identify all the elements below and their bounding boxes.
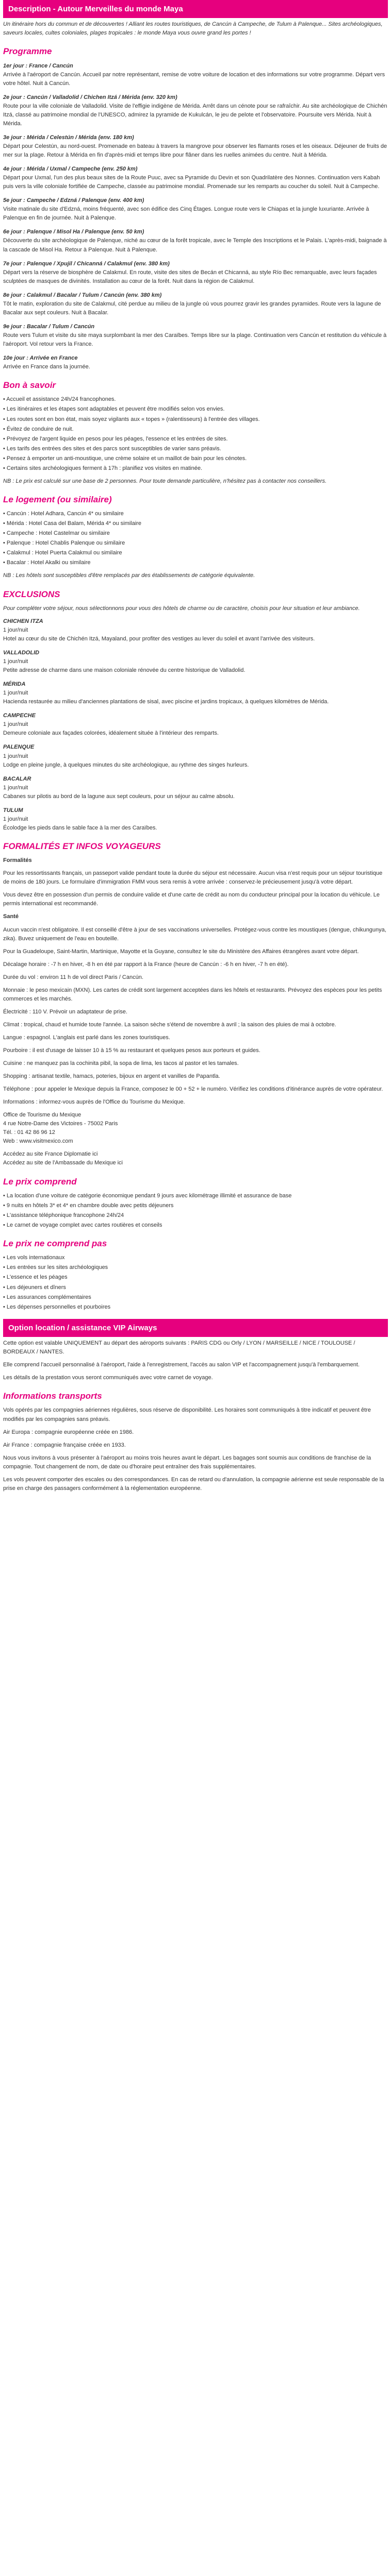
list-item: • Campeche : Hotel Castelmar ou similaire	[3, 530, 110, 537]
day-item	[3, 93, 388, 128]
hotel-text: Hotel au cœur du site de Chichén Itzá, Mayaland, pour profiter des vestiges au lever du soleil et avant l'arrivée des visiteurs.	[3, 636, 315, 642]
prix-ne-comprend-pas-title: Le prix ne comprend pas	[3, 1239, 107, 1249]
formalites-subhead: Formalités	[3, 857, 32, 864]
formalites-paragraph: Climat : tropical, chaud et humide toute l'année. La saison sèche s'étend de novembre à avril ; la saison des pluies de mai à octobre.	[3, 1021, 336, 1028]
day-item	[3, 260, 388, 286]
list-item: • Cancún : Hotel Adhara, Cancún 4* ou similaire	[3, 511, 124, 517]
day-item	[3, 165, 388, 191]
list-item: • Prévoyez de l'argent liquide en pesos pour les péages, l'essence et les entrées de sites.	[3, 435, 228, 442]
contact-line: 4 rue Notre-Dame des Victoires - 75002 Paris	[3, 1121, 118, 1127]
contact-line: Office de Tourisme du Mexique	[3, 1112, 82, 1118]
exclusions-intro: Pour compléter votre séjour, nous sélectionnons pour vous des hôtels de charme ou de caractère, choisis pour leur situation et leur ambiance.	[3, 605, 360, 612]
day-head: 8e jour : Calakmul / Bacalar / Tulum / Cancún (env. 380 km)	[3, 292, 162, 298]
formalites-subhead: Santé	[3, 913, 19, 920]
formalites-paragraph: Décalage horaire : -7 h en hiver, -8 h en été par rapport à la France (heure de Cancún : -6 h en hiver, -7 h en été).	[3, 961, 289, 968]
bon-savoir-title: Bon à savoir	[3, 380, 56, 391]
formalites-paragraph: Shopping : artisanat textile, hamacs, poteries, bijoux en argent et vanilles de Papantla.	[3, 1073, 220, 1080]
bon-savoir-list	[3, 395, 388, 472]
hotel-name: CHICHEN ITZA	[3, 618, 43, 624]
logement-list	[3, 510, 388, 567]
prix-ne-comprend-pas-list	[3, 1253, 388, 1311]
transports-paragraph: Vols opérés par les compagnies aériennes régulières, sous réserve de disponibilité. Les horaires sont communiqués à titre indicatif et peuvent être modifiés par les compagnies sans préavis.	[3, 1407, 371, 1422]
day-text: Départ pour Uxmal, l'un des plus beaux sites de la Route Puuc, avec sa Pyramide du Devin et son Quadrilatère des Nonnes. Continuation vers Kabah puis vers la ville coloniale fortifiée de Campeche, classée au patrimoine mondial. Promenade sur les remparts au coucher du soleil. Nuit à Campeche.	[3, 175, 380, 190]
hotel-dates: 1 jour/nuit	[3, 626, 28, 633]
bon-savoir-note: NB : Le prix est calculé sur une base de 2 personnes. Pour toute demande particulière, n'hésitez pas à contacter nos conseillers.	[3, 478, 327, 484]
prix-comprend-title: Le prix comprend	[3, 1176, 77, 1187]
embassy-link[interactable]: Accédez au site de l'Ambassade du Mexique ici	[3, 1160, 123, 1166]
formalites-paragraph: Durée du vol : environ 11 h de vol direct Paris / Cancún.	[3, 974, 143, 980]
list-item: • Mérida : Hotel Casa del Balam, Mérida 4* ou similaire	[3, 520, 141, 527]
hotel-dates: 1 jour/nuit	[3, 816, 28, 822]
hotel-text: Écolodge les pieds dans le sable face à la mer des Caraïbes.	[3, 824, 157, 831]
hotel-name: VALLADOLID	[3, 650, 40, 656]
list-item: • La location d'une voiture de catégorie économique pendant 9 jours avec kilométrage illimité et assurance de base	[3, 1192, 292, 1199]
hotel-text: Hacienda restaurée au milieu d'anciennes plantations de sisal, avec piscine et jardins tropicaux, à quelques kilomètres de Mérida.	[3, 699, 329, 705]
formalites-paragraph: Vous devez être en possession d'un permis de conduire valide et d'une carte de crédit au nom du conducteur principal pour la location du véhicule. Le permis international est recommandé.	[3, 892, 380, 907]
day-head: 2e jour : Cancún / Valladolid / Chichen Itzá / Mérida (env. 320 km)	[3, 94, 177, 100]
formalites-paragraph: Cuisine : ne manquez pas la cochinita pibil, la sopa de lima, les tacos al pastor et les tamales.	[3, 1060, 239, 1067]
hotel-item	[3, 743, 388, 769]
intro-text: Un itinéraire hors du commun et de découvertes ! Alliant les routes touristiques, de Cancún à Campeche, de Tulum à Palenque... Sites archéologiques, saveurs locales, cultes coloniales, plages tropicales : le monde Maya vous ouvre grand les portes !	[3, 21, 383, 37]
hotel-item	[3, 806, 388, 833]
hotel-text: Petite adresse de charme dans une maison coloniale rénovée du centre historique de Valladolid.	[3, 667, 246, 674]
tourism-office-contact	[3, 1111, 388, 1146]
list-item: • Les itinéraires et les étapes sont adaptables et peuvent être modifiés selon vos envies.	[3, 406, 225, 413]
prix-comprend-list	[3, 1192, 388, 1230]
hotel-item	[3, 711, 388, 738]
day-item	[3, 62, 388, 88]
day-text: Visite matinale du site d'Edzná, moins fréquenté, avec son édifice des Cinq Étages. Longue route vers le Chiapas et la jungle luxuriante. Arrivée à Palenque en fin de journée. Nuit à Palenque.	[3, 206, 369, 222]
option-paragraph: Les détails de la prestation vous seront communiqués avec votre carnet de voyage.	[3, 1375, 213, 1381]
hotel-item	[3, 649, 388, 675]
formalites-paragraph: Aucun vaccin n'est obligatoire. Il est conseillé d'être à jour de ses vaccinations universelles. Protégez-vous contre les moustiques (dengue, chikungunya, zika). Buvez uniquement de l'eau en bouteille.	[3, 926, 386, 942]
list-item: • Les déjeuners et dîners	[3, 1284, 66, 1291]
formalites-paragraph: Téléphone : pour appeler le Mexique depuis la France, composez le 00 + 52 + le numéro. Vérifiez les conditions d'itinérance auprès de votre opérateur.	[3, 1086, 383, 1093]
list-item: • Les entrées sur les sites archéologiques	[3, 1264, 108, 1271]
exclusions-hotels	[3, 617, 388, 833]
transports-paragraph: Nous vous invitons à vous présenter à l'aéroport au moins trois heures avant le départ. Les bagages sont soumis aux conditions de franchise de la compagnie. Tout changement de nom, de date ou d'horaire peut entraîner des frais supplémentaires.	[3, 1454, 371, 1470]
formalites-paragraph: Langue : espagnol. L'anglais est parlé dans les zones touristiques.	[3, 1034, 170, 1041]
day-item	[3, 228, 388, 254]
list-item: • Accueil et assistance 24h/24 francophones.	[3, 396, 116, 403]
list-item: • Pensez à emporter un anti-moustique, une crème solaire et un maillot de bain pour les cénotes.	[3, 455, 247, 462]
contact-line: Web : www.visitmexico.com	[3, 1138, 73, 1145]
list-item: • Les dépenses personnelles et pourboires	[3, 1303, 111, 1310]
list-item: • Le carnet de voyage complet avec cartes routières et conseils	[3, 1222, 162, 1228]
day-head: 10e jour : Arrivée en France	[3, 355, 78, 361]
list-item: • L'assistance téléphonique francophone 24h/24	[3, 1212, 124, 1218]
exclusions-title: EXCLUSIONS	[3, 589, 60, 599]
day-text: Route pour la ville coloniale de Valladolid. Visite de l'effigie indigène de Mérida. Arrêt dans un cénote pour se rafraîchir. Au site archéologique de Chichén Itzá, classé au patrimoine mondial de l'UNESCO, admirez la pyramide de Kukulcán, le jeu de pelote et l'observatoire. Poursuite vers Mérida. Nuit à Mérida.	[3, 103, 387, 127]
programme-title: Programme	[3, 46, 52, 57]
day-item	[3, 291, 388, 317]
day-text: Route vers Tulum et visite du site maya surplombant la mer des Caraïbes. Temps libre sur la plage. Continuation vers Cancún et restitution du véhicule à l'aéroport. Vol retour vers la France.	[3, 332, 387, 347]
logement-title: Le logement (ou similaire)	[3, 494, 112, 504]
day-text: Arrivée à l'aéroport de Cancún. Accueil par notre représentant, remise de votre voiture de location et des informations sur votre programme. Départ vers votre hôtel. Nuit à Cancún.	[3, 71, 385, 87]
programme-days	[3, 62, 388, 371]
option-vip-title: Option location / assistance VIP Airways	[3, 1319, 388, 1337]
option-paragraph: Cette option est valable UNIQUEMENT au départ des aéroports suivants : PARIS CDG ou Orly / LYON / MARSEILLE / NICE / TOULOUSE / BORDEAUX / NANTES.	[3, 1340, 355, 1355]
day-item	[3, 133, 388, 160]
hotel-dates: 1 jour/nuit	[3, 721, 28, 728]
day-item	[3, 354, 388, 371]
logement-note: NB : Les hôtels sont susceptibles d'être remplacés par des établissements de catégorie équivalente.	[3, 572, 255, 579]
day-head: 6e jour : Palenque / Misol Ha / Palenque (env. 50 km)	[3, 229, 144, 235]
formalites-paragraph: Monnaie : le peso mexicain (MXN). Les cartes de crédit sont largement acceptées dans les hôtels et restaurants. Prévoyez des espèces pour les petits commerces et les marchés.	[3, 987, 382, 1002]
formalites-paragraph: Électricité : 110 V. Prévoir un adaptateur de prise.	[3, 1008, 127, 1015]
hotel-name: MÉRIDA	[3, 681, 26, 688]
day-item	[3, 323, 388, 349]
page-title: Description - Autour Merveilles du monde Maya	[3, 0, 388, 18]
list-item: • Les tarifs des entrées des sites et des parcs sont susceptibles de varier sans préavis.	[3, 445, 221, 452]
list-item: • Palenque : Hotel Chablis Palenque ou similaire	[3, 540, 125, 547]
hotel-name: PALENQUE	[3, 744, 35, 751]
formalites-title: FORMALITÉS ET INFOS VOYAGEURS	[3, 841, 161, 851]
hotel-text: Cabanes sur pilotis au bord de la lagune aux sept couleurs, pour un séjour au calme absolu.	[3, 793, 235, 800]
list-item: • 9 nuits en hôtels 3* et 4* en chambre double avec petits déjeuners	[3, 1202, 174, 1209]
day-item	[3, 196, 388, 223]
day-head: 7e jour : Palenque / Xpujil / Chicanná / Calakmul (env. 380 km)	[3, 260, 170, 267]
day-head: 3e jour : Mérida / Celestún / Mérida (env. 180 km)	[3, 134, 134, 141]
list-item: • Évitez de conduire de nuit.	[3, 426, 74, 432]
list-item: • L'essence et les péages	[3, 1274, 68, 1281]
list-item: • Les assurances complémentaires	[3, 1294, 91, 1300]
list-item: • Calakmul : Hotel Puerta Calakmul ou similaire	[3, 550, 122, 556]
transports-paragraph: Air Europa : compagnie européenne créée en 1986.	[3, 1429, 134, 1435]
hotel-dates: 1 jour/nuit	[3, 753, 28, 759]
option-paragraph: Elle comprend l'accueil personnalisé à l'aéroport, l'aide à l'enregistrement, l'accès au salon VIP et l'accompagnement jusqu'à l'embarquement.	[3, 1362, 360, 1368]
list-item: • Certains sites archéologiques ferment à 17h : planifiez vos visites en matinée.	[3, 465, 202, 471]
hotel-name: TULUM	[3, 807, 23, 814]
transports-paragraph: Les vols peuvent comporter des escales ou des correspondances. En cas de retard ou d'annulation, la compagnie aérienne est seule responsable de la prise en charge des passagers conformément à la réglementation européenne.	[3, 1476, 384, 1492]
transports-title: Informations transports	[3, 1391, 102, 1401]
day-head: 5e jour : Campeche / Edzná / Palenque (env. 400 km)	[3, 197, 144, 204]
day-text: Arrivée en France dans la journée.	[3, 364, 90, 370]
day-text: Départ pour Celestún, au nord-ouest. Promenade en bateau à travers la mangrove pour observer les flamants roses et les oiseaux. Déjeuner de fruits de mer sur la plage. Retour à Mérida en fin d'après-midi et temps libre pour flâner dans les ruelles animées du centre. Nuit à Mérida.	[3, 143, 387, 159]
formalites-body	[3, 856, 388, 1107]
formalites-paragraph: Pour les ressortissants français, un passeport valide pendant toute la durée du séjour est nécessaire. Aucun visa n'est requis pour un séjour touristique de moins de 180 jours. Le formulaire d'immigration FMM vous sera remis à votre arrivée : conservez-le précieusement jusqu'à votre départ.	[3, 870, 383, 886]
hotel-item	[3, 775, 388, 801]
hotel-item	[3, 680, 388, 706]
formalites-paragraph: Pourboire : il est d'usage de laisser 10 à 15 % au restaurant et quelques pesos aux porteurs et guides.	[3, 1047, 260, 1054]
france-diplomatie-link[interactable]: Accédez au site France Diplomatie ici	[3, 1151, 98, 1158]
list-item: • Les routes sont en bon état, mais soyez vigilants aux « topes » (ralentisseurs) à l'entrée des villages.	[3, 416, 260, 422]
list-item: • Les vols internationaux	[3, 1255, 65, 1261]
hotel-text: Demeure coloniale aux façades colorées, idéalement située à l'intérieur des remparts.	[3, 730, 219, 737]
external-links	[3, 1150, 388, 1167]
hotel-item	[3, 617, 388, 643]
hotel-dates: 1 jour/nuit	[3, 784, 28, 791]
list-item: • Bacalar : Hotel Akalki ou similaire	[3, 560, 91, 566]
day-text: Tôt le matin, exploration du site de Calakmul, cité perdue au milieu de la jungle où vous pourrez gravir les grandes pyramides. Route vers la lagune de Bacalar aux sept couleurs. Nuit à Bacalar.	[3, 300, 381, 316]
hotel-dates: 1 jour/nuit	[3, 658, 28, 665]
transports-paragraph: Air France : compagnie française créée en 1933.	[3, 1442, 126, 1448]
hotel-text: Lodge en pleine jungle, à quelques minutes du site archéologique, au rythme des singes hurleurs.	[3, 761, 249, 768]
day-head: 1er jour : France / Cancún	[3, 62, 73, 69]
day-text: Découverte du site archéologique de Palenque, niché au cœur de la forêt tropicale, avec le Temple des Inscriptions et le Palais. L'après-midi, baignade à la cascade de Misol Ha. Retour à Palenque. Nuit à Palenque.	[3, 238, 387, 253]
contact-line: Tél. : 01 42 86 96 12	[3, 1129, 55, 1136]
hotel-name: CAMPECHE	[3, 713, 36, 719]
hotel-name: BACALAR	[3, 775, 31, 782]
day-head: 4e jour : Mérida / Uxmal / Campeche (env. 250 km)	[3, 166, 138, 173]
hotel-dates: 1 jour/nuit	[3, 690, 28, 697]
day-head: 9e jour : Bacalar / Tulum / Cancún	[3, 323, 95, 330]
day-text: Départ vers la réserve de biosphère de Calakmul. En route, visite des sites de Becán et Chicanná, au style Río Bec remarquable, avec leurs façades sculptées de masques de divinités. Installation au cœur de la forêt. Nuit dans la région de Calakmul.	[3, 269, 377, 284]
formalites-paragraph: Pour la Guadeloupe, Saint-Martin, Martinique, Mayotte et la Guyane, consultez le site du Ministère des Affaires étrangères avant votre départ.	[3, 948, 359, 955]
formalites-paragraph: Informations : informez-vous auprès de l'Office du Tourisme du Mexique.	[3, 1099, 185, 1106]
